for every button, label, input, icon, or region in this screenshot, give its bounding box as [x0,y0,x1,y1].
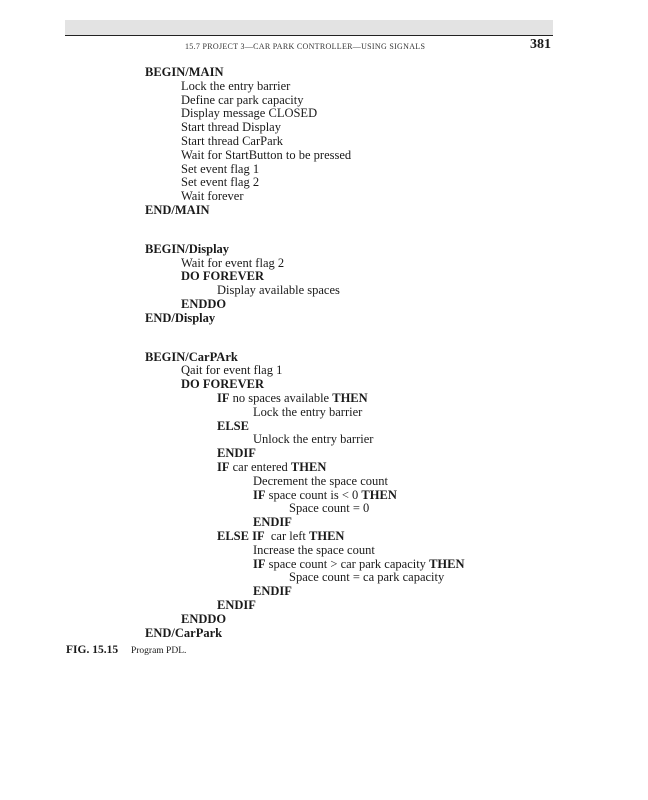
pdl-line [217,529,344,543]
pdl-text: Start thread CarPark [181,134,284,148]
pdl-line [181,106,317,120]
pdl-keyword: ENDIF [217,446,256,461]
pdl-text: no spaces available [229,391,333,405]
pdl-text: Set event flag 2 [181,175,260,190]
pdl-line [181,79,290,93]
pdl-keyword: ELSE [217,418,249,433]
pdl-line [181,175,259,189]
pdl-line [181,93,304,107]
pdl-keyword: DO FOREVER [181,269,264,284]
pdl-line [181,148,351,162]
pdl-text: Lock the entry barrier [253,404,363,419]
pdl-line [181,363,282,377]
pdl-line [181,269,264,283]
pdl-line [181,134,283,148]
running-head: 15.7 PROJECT 3—CAR PARK CONTROLLER—USING SIGNALS [185,42,426,51]
pdl-line [145,626,222,640]
pdl-line [181,256,284,270]
pdl-keyword: IF [253,487,266,502]
pdl-keyword: END/Display [145,310,216,325]
pdl-keyword: END/MAIN [145,203,210,217]
pdl-line [145,203,210,217]
pdl-line [217,460,326,474]
pdl-keyword: THEN [290,460,327,474]
pdl-line [289,501,369,515]
pdl-line [217,283,340,297]
pdl-line [145,350,238,364]
pdl-keyword: THEN [309,529,345,543]
pdl-text: Wait forever [181,189,244,204]
pdl-text: Increase the space count [253,542,375,557]
pdl-keyword: ENDIF [217,598,256,612]
pdl-keyword: IF [253,556,266,571]
pdl-keyword: BEGIN/CarPArk [145,349,238,364]
pdl-text: Define car park capacity [181,92,304,107]
pdl-line [253,405,362,419]
pdl-line [145,65,223,79]
pdl-keyword: THEN [429,556,465,571]
pdl-line [217,598,256,612]
page-number: 381 [530,37,551,52]
pdl-line [289,570,444,584]
pdl-text: space count is < 0 [265,487,362,502]
pdl-text: Wait for StartButton to be pressed [181,147,352,162]
pdl-line [217,419,249,433]
pdl-line [145,311,215,325]
pdl-text: car entered [229,460,291,474]
header-band [65,20,553,35]
pdl-text: Decrement the space count [253,473,389,488]
pdl-keyword: ENDIF [253,515,292,530]
pdl-keyword: THEN [361,487,397,502]
pdl-text: Space count = 0 [289,501,370,516]
figure-label: FIG. 15.15 [66,644,119,656]
pdl-text: Set event flag 1 [181,161,260,176]
pdl-line [253,557,465,571]
pdl-text: Start thread Display [181,120,281,135]
pdl-text: Display available spaces [217,283,340,298]
pdl-keyword: ENDDO [181,297,227,311]
pdl-line [145,242,229,256]
pdl-text: Display message CLOSED [181,106,318,121]
pdl-text: Qait for event flag 1 [181,363,283,378]
pdl-line [181,612,226,626]
pdl-text: Lock the entry barrier [181,78,291,93]
pdl-line [217,391,368,405]
pdl-text: space count > car park capacity [265,556,430,571]
pdl-line [181,377,264,391]
pdl-line [181,297,226,311]
pdl-line [217,446,256,460]
pdl-keyword: BEGIN/MAIN [145,65,224,79]
pdl-keyword: ELSE IF [217,529,265,543]
pdl-line [253,515,292,529]
header-rule [65,35,553,36]
pdl-text: Space count = ca park capacity [289,570,445,585]
pdl-line [181,189,244,203]
pdl-keyword: ENDIF [253,584,292,599]
pdl-line [253,474,388,488]
pdl-line [181,162,259,176]
pdl-line [253,543,375,557]
pdl-text: car left [264,529,310,543]
pdl-text: Unlock the entry barrier [253,432,374,447]
pdl-line [253,584,292,598]
figure-caption [66,644,186,656]
pdl-keyword: DO FOREVER [181,377,264,392]
pdl-keyword: IF [217,460,230,474]
pdl-line [253,432,373,446]
pdl-keyword: BEGIN/Display [145,241,230,256]
pdl-line [253,488,397,502]
pdl-keyword: THEN [332,391,368,405]
pdl-keyword: IF [217,391,230,405]
figure-caption-text: Program PDL. [130,646,187,656]
pdl-keyword: END/CarPark [145,625,223,640]
pdl-line [181,120,281,134]
pdl-keyword: ENDDO [181,611,227,626]
pdl-text: Wait for event flag 2 [181,255,285,270]
